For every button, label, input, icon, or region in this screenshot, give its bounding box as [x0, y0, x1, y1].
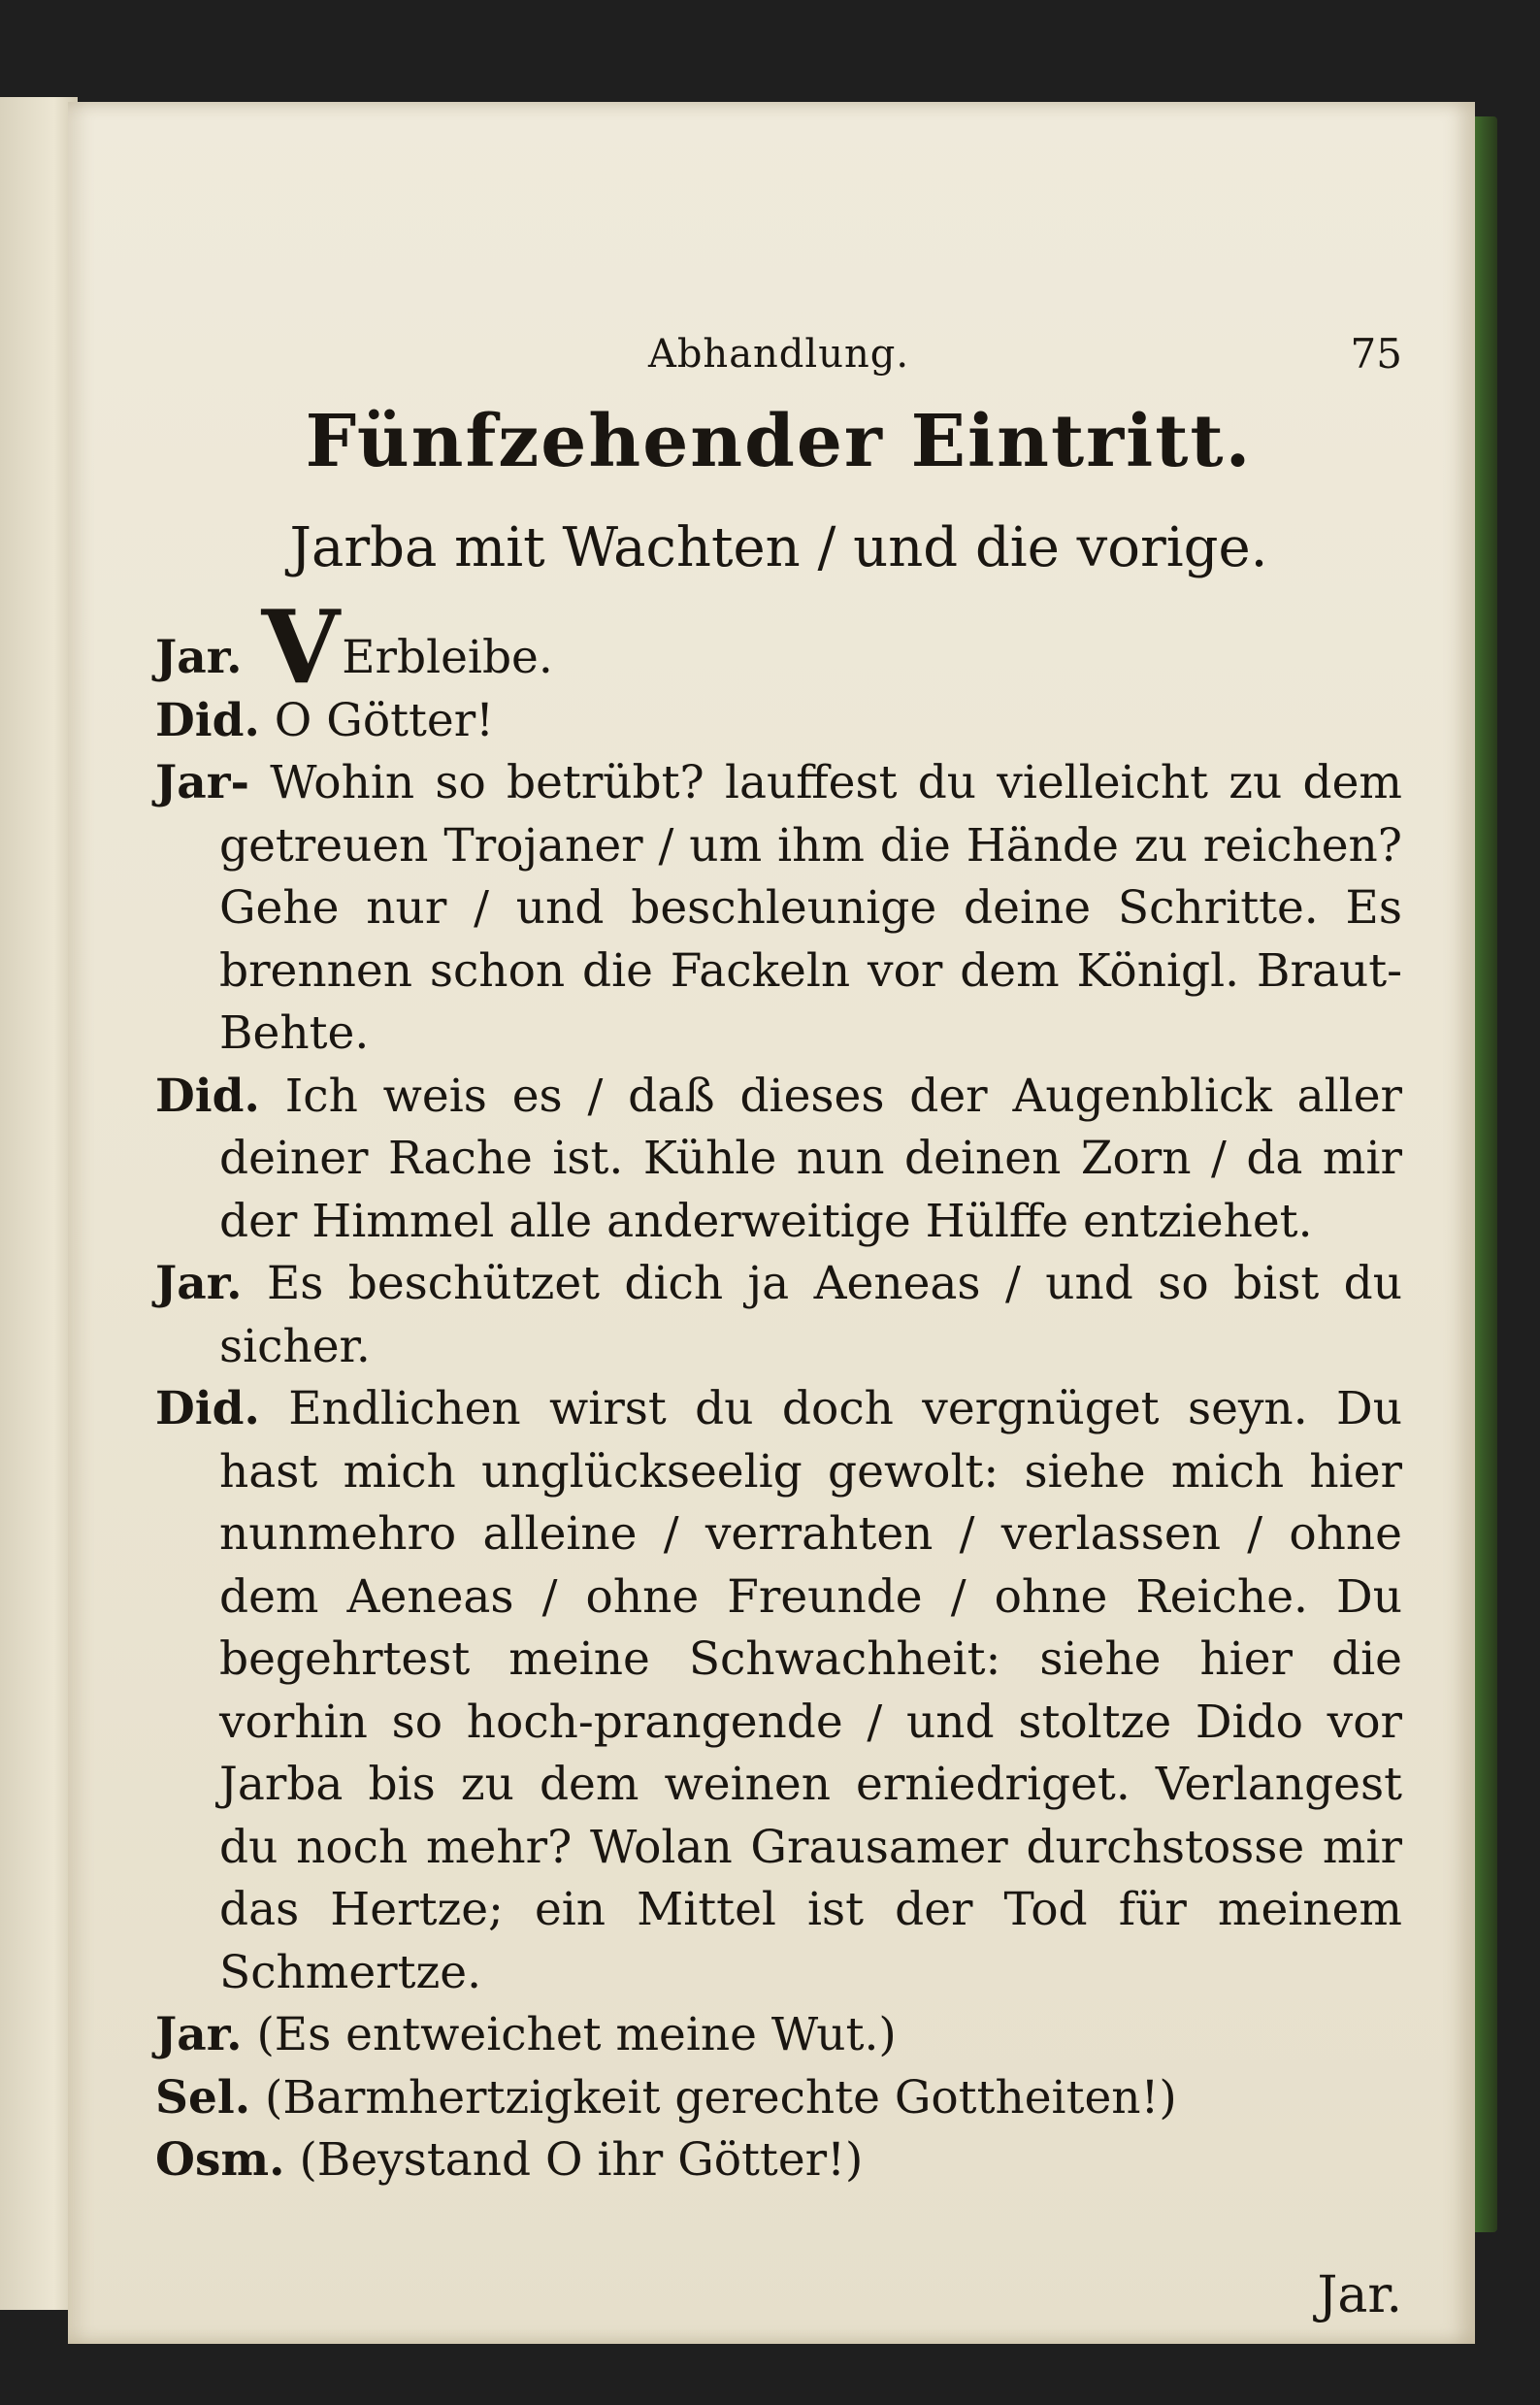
page-number: 75 [1350, 330, 1402, 378]
speaker-label: Jar. [155, 2008, 243, 2061]
dialogue [155, 587, 1402, 2192]
scene-title: Fünfzehender Eintritt. [305, 400, 1253, 483]
catchword: Jar. [1317, 2266, 1402, 2324]
dialogue-entry [155, 1066, 1402, 1254]
running-head [155, 325, 1402, 383]
running-head-title: Abhandlung. [647, 332, 910, 377]
speaker-label: Jar- [155, 756, 249, 809]
dialogue-text: Es beschützet dich ja Aeneas / und so bist du sicher. [219, 1257, 1402, 1373]
dialogue-entry [155, 2067, 1402, 2130]
page-content [155, 228, 1402, 2324]
dialogue-text: Erbleibe. [342, 631, 553, 684]
speaker-label: Did. [155, 693, 260, 747]
dialogue-text: O Götter! [274, 693, 495, 747]
dialogue-entry [155, 1253, 1402, 1378]
cast-line: Jarba mit Wachten / und die vorige. [289, 516, 1268, 579]
dialogue-entry [155, 752, 1402, 1066]
dialogue-entry [155, 690, 1402, 753]
book-page [68, 102, 1475, 2344]
speaker-label: Did. [155, 1382, 260, 1435]
previous-page-edge [0, 97, 78, 2310]
dialogue-text: (Beystand O ihr Götter!) [299, 2133, 864, 2187]
speaker-label: Osm. [155, 2133, 285, 2187]
dialogue-entry [155, 2004, 1402, 2067]
speaker-label: Jar. [155, 1257, 243, 1310]
dialogue-text: Wohin so betrübt? lauffest du vielleicht zu dem getreuen Trojaner / um ihm die Hände zu reichen? Gehe nur / und beschleunige deine Schritte. Es brennen schon die Fackeln vor dem Königl. Braut-Behte. [219, 756, 1402, 1060]
speaker-label: Jar. [155, 631, 243, 684]
speaker-label: Did. [155, 1069, 260, 1123]
dialogue-text: (Es entweichet meine Wut.) [256, 2008, 897, 2061]
dialogue-entry [155, 587, 1402, 707]
dialogue-text: (Barmhertzigkeit gerechte Gottheiten!) [265, 2070, 1177, 2125]
decorated-initial: V [261, 587, 341, 707]
speaker-label: Sel. [155, 2070, 251, 2125]
dialogue-text: Ich weis es / daß dieses der Augenblick aller deiner Rache ist. Kühle nun deinen Zorn / da mir der Himmel alle anderweitige Hülffe entziehet. [219, 1069, 1402, 1248]
dialogue-entry [155, 1378, 1402, 2004]
dialogue-entry [155, 2129, 1402, 2192]
dialogue-text: Endlichen wirst du doch vergnüget seyn. Du hast mich unglückseelig gewolt: siehe mich hier nunmehro alleine / verrahten / verlassen / ohne dem Aeneas / ohne Freunde / ohne Reiche. Du begehrtest meine Schwachheit: siehe hier die vorhin so hoch-prangende / und stoltze Dido vor Jarba bis zu dem weinen erniedriget. Verlangest du noch mehr? Wolan Grausamer durchstosse mir das Hertze; ein Mittel ist der Tod für meinem Schmertze. [219, 1382, 1402, 1999]
